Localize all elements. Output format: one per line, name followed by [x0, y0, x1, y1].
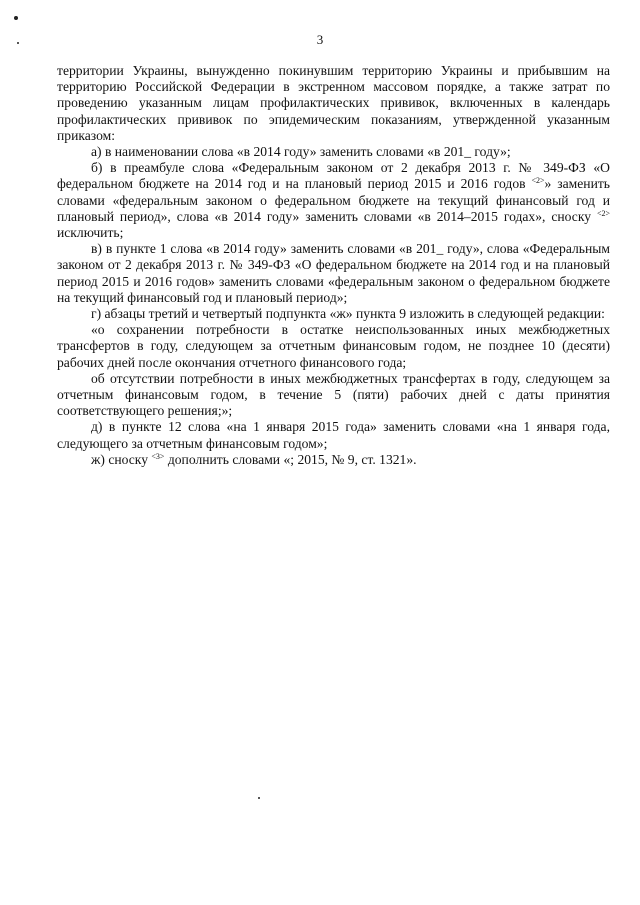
paragraph-text: ж) сноску: [91, 451, 152, 467]
footnote-ref: <3>: [151, 451, 165, 461]
paragraph-text: территории Украины, вынужденно покинувшим территорию Украины и прибывшим на территорию Российской Федерации в экстренном массовом порядке, а также затрат по проведению указанным лицам профилактических прививок, включенных в календарь профилактических прививок по эпидемическим показаниям, утвержденной указанным приказом:: [57, 63, 610, 143]
scan-speck: [14, 16, 18, 20]
paragraph-p7: [57, 419, 610, 451]
paragraph-text: в) в пункте 1 слова «в 2014 году» заменить словами «в 201_ году», слова «Федеральным законом от 2 декабря 2013 г. № 349-ФЗ «О федеральном бюджете на 2014 год и на плановый период 2015 и 2016 годов» заменить словами «федеральным законом о федеральном бюджете на текущий финансовый год и плановый период»;: [57, 241, 610, 305]
paragraph-text: «о сохранении потребности в остатке неиспользованных иных межбюджетных трансфертов в году, следующем за отчетным финансовым годом, не позднее 10 (десяти) рабочих дней после окончания отчетного финансового года;: [57, 322, 610, 370]
page-number: 3: [316, 32, 324, 47]
paragraph-p4: [57, 306, 610, 322]
document-body: [57, 63, 610, 468]
footnote-ref: <2>: [596, 208, 610, 218]
paragraph-text: дополнить словами «; 2015, № 9, ст. 1321».: [164, 451, 417, 467]
paragraph-p1: [57, 144, 610, 160]
paragraph-p3: [57, 241, 610, 306]
paragraph-text: » заменить словами «федеральным законом о федеральном бюджете на текущий финансовый год и плановый период», слова «в 2014 году» заменить словами «в 2014–2015 годах», сноску: [57, 176, 610, 224]
paragraph-p2: [57, 160, 610, 241]
paragraph-text: б) в преамбуле слова «Федеральным законом от 2 декабря 2013 г. № 349-ФЗ «О федеральном бюджете на 2014 год и на плановый период 2015 и 2016 годов: [57, 160, 610, 192]
paragraph-text: исключить;: [57, 225, 124, 241]
paragraph-text: г) абзацы третий и четвертый подпункта «ж» пункта 9 изложить в следующей редакции:: [91, 306, 605, 322]
paragraph-p8: [57, 452, 610, 468]
footnote-ref: <2>: [531, 176, 545, 186]
paragraph-text: об отсутствии потребности в иных межбюджетных трансфертах в году, следующем за отчетным финансовым годом, в течение 5 (пяти) рабочих дней с даты принятия соответствующего решения;»;: [57, 370, 610, 419]
paragraph-p5: [57, 322, 610, 371]
paragraph-text: д) в пункте 12 слова «на 1 января 2015 года» заменить словами «на 1 января года, следующего за отчетным финансовым годом»;: [57, 419, 610, 451]
scan-speck: [258, 797, 260, 799]
paragraph-p0: [57, 63, 610, 144]
paragraph-text: а) в наименовании слова «в 2014 году» заменить словами «в 201_ году»;: [91, 144, 511, 160]
paragraph-p6: [57, 371, 610, 420]
